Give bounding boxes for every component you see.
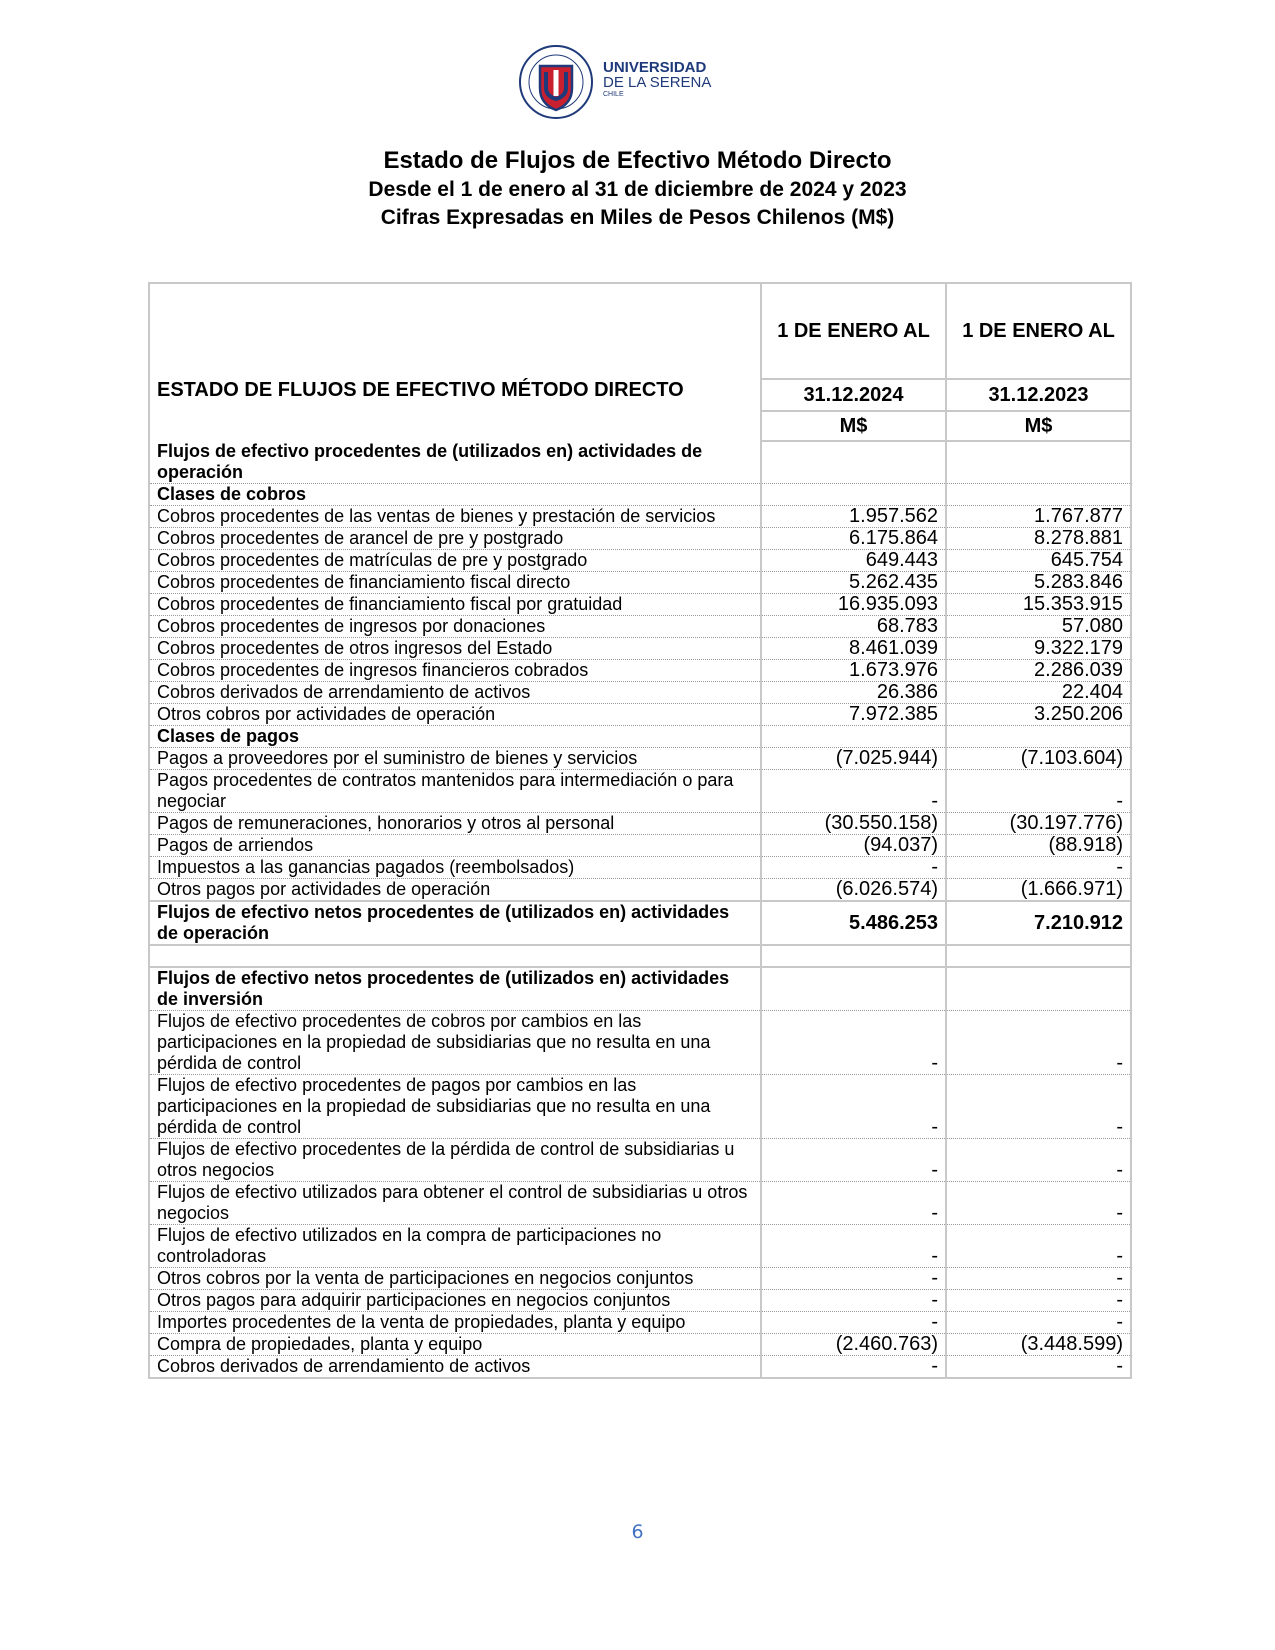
- university-logo: [518, 44, 718, 122]
- row-label: Otros pagos por actividades de operación: [149, 879, 761, 902]
- table-row: [149, 528, 1131, 550]
- value-2023: -: [946, 1182, 1131, 1225]
- value-2023: (30.197.776): [946, 813, 1131, 835]
- value-2023: [946, 726, 1131, 748]
- table-row: [149, 506, 1131, 528]
- col-2024-date: 31.12.2024: [761, 379, 946, 411]
- table-row: [149, 879, 1131, 902]
- value-2023: 645.754: [946, 550, 1131, 572]
- row-label: Cobros procedentes de financiamiento fiscal por gratuidad: [149, 594, 761, 616]
- row-label: Cobros procedentes de ingresos por donaciones: [149, 616, 761, 638]
- row-label: Flujos de efectivo netos procedentes de (utilizados en) actividades de inversión: [149, 967, 761, 1011]
- value-2023: 9.322.179: [946, 638, 1131, 660]
- table-header-row: [149, 283, 1131, 379]
- table-row: [149, 1334, 1131, 1356]
- value-2023: -: [946, 1075, 1131, 1139]
- value-2024: (2.460.763): [761, 1334, 946, 1356]
- table-row: [149, 726, 1131, 748]
- table-row: [149, 1290, 1131, 1312]
- value-2023: -: [946, 1268, 1131, 1290]
- row-label: Otros pagos para adquirir participaciones en negocios conjuntos: [149, 1290, 761, 1312]
- value-2024: 5.486.253: [761, 901, 946, 945]
- value-2024: -: [761, 1290, 946, 1312]
- value-2023: 5.283.846: [946, 572, 1131, 594]
- row-label: Cobros procedentes de matrículas de pre y postgrado: [149, 550, 761, 572]
- row-label: [149, 945, 761, 967]
- document-title: Estado de Flujos de Efectivo Método Directo: [383, 147, 892, 174]
- value-2024: -: [761, 1139, 946, 1182]
- row-label: Cobros procedentes de financiamiento fiscal directo: [149, 572, 761, 594]
- col-2024-unit: M$: [761, 411, 946, 441]
- col-2023-unit: M$: [946, 411, 1131, 441]
- table-row: [149, 572, 1131, 594]
- row-label: Pagos procedentes de contratos mantenidos para intermediación o para negociar: [149, 770, 761, 813]
- value-2023: (1.666.971): [946, 879, 1131, 902]
- value-2024: -: [761, 857, 946, 879]
- value-2024: [761, 967, 946, 1011]
- row-label: Flujos de efectivo procedentes de cobros por cambios en las participaciones en la propiedad de subsidiarias que no resulta en una pérdida de control: [149, 1011, 761, 1075]
- value-2023: (7.103.604): [946, 748, 1131, 770]
- value-2024: -: [761, 1312, 946, 1334]
- row-label: Flujos de efectivo netos procedentes de (utilizados en) actividades de operación: [149, 901, 761, 945]
- value-2024: 5.262.435: [761, 572, 946, 594]
- table-row: [149, 704, 1131, 726]
- value-2024: 16.935.093: [761, 594, 946, 616]
- table-row: [149, 1182, 1131, 1225]
- value-2023: 1.767.877: [946, 506, 1131, 528]
- value-2024: 6.175.864: [761, 528, 946, 550]
- value-2023: -: [946, 1225, 1131, 1268]
- value-2023: [946, 967, 1131, 1011]
- table-row: [149, 967, 1131, 1011]
- value-2024: (30.550.158): [761, 813, 946, 835]
- value-2023: 2.286.039: [946, 660, 1131, 682]
- document-units: Cifras Expresadas en Miles de Pesos Chilenos (M$): [380, 206, 895, 229]
- spacer-row: [149, 945, 1131, 967]
- value-2023: 15.353.915: [946, 594, 1131, 616]
- value-2024: 1.673.976: [761, 660, 946, 682]
- row-label: Cobros procedentes de ingresos financieros cobrados: [149, 660, 761, 682]
- value-2024: 1.957.562: [761, 506, 946, 528]
- document-period: Desde el 1 de enero al 31 de diciembre de 2024 y 2023: [368, 178, 907, 201]
- row-label: Clases de pagos: [149, 726, 761, 748]
- value-2024: 649.443: [761, 550, 946, 572]
- row-label: Compra de propiedades, planta y equipo: [149, 1334, 761, 1356]
- table-row: [149, 748, 1131, 770]
- table-row: [149, 770, 1131, 813]
- col-2024-heading: 1 DE ENERO AL: [761, 283, 946, 379]
- value-2024: -: [761, 1225, 946, 1268]
- row-label: Impuestos a las ganancias pagados (reembolsados): [149, 857, 761, 879]
- row-label: Flujos de efectivo procedentes de la pérdida de control de subsidiarias u otros negocios: [149, 1139, 761, 1182]
- value-2023: -: [946, 1356, 1131, 1379]
- row-label: Flujos de efectivo utilizados para obtener el control de subsidiarias u otros negocios: [149, 1182, 761, 1225]
- value-2024: -: [761, 1356, 946, 1379]
- table-row: [149, 616, 1131, 638]
- value-2023: [946, 484, 1131, 506]
- value-2023: (88.918): [946, 835, 1131, 857]
- row-label: Flujos de efectivo procedentes de (utilizados en) actividades de operación: [149, 441, 761, 484]
- value-2023: -: [946, 770, 1131, 813]
- value-2024: -: [761, 1268, 946, 1290]
- value-2024: -: [761, 1075, 946, 1139]
- value-2023: [946, 441, 1131, 484]
- row-label: Flujos de efectivo utilizados en la compra de participaciones no controladoras: [149, 1225, 761, 1268]
- value-2023: -: [946, 857, 1131, 879]
- logo-line-1: UNIVERSIDAD: [603, 59, 707, 76]
- value-2024: (6.026.574): [761, 879, 946, 902]
- table-row: [149, 835, 1131, 857]
- table-row: [149, 484, 1131, 506]
- value-2024: -: [761, 770, 946, 813]
- value-2024: 7.972.385: [761, 704, 946, 726]
- value-2024: -: [761, 1182, 946, 1225]
- value-2024: [761, 726, 946, 748]
- university-seal-icon: [518, 44, 594, 120]
- row-label: Otros cobros por actividades de operación: [149, 704, 761, 726]
- table-row: [149, 594, 1131, 616]
- value-2024: [761, 441, 946, 484]
- row-label: Cobros procedentes de arancel de pre y postgrado: [149, 528, 761, 550]
- value-2024: -: [761, 1011, 946, 1075]
- row-label: Pagos de arriendos: [149, 835, 761, 857]
- table-row: [149, 1075, 1131, 1139]
- document-titles: [0, 146, 1275, 232]
- value-2023: 22.404: [946, 682, 1131, 704]
- table-row: [149, 638, 1131, 660]
- cash-flow-table: [148, 282, 1132, 1379]
- logo-line-3: CHILE: [603, 91, 624, 98]
- value-2024: 26.386: [761, 682, 946, 704]
- row-label: Cobros procedentes de otros ingresos del Estado: [149, 638, 761, 660]
- table-row: [149, 1011, 1131, 1075]
- value-2023: 7.210.912: [946, 901, 1131, 945]
- total-row: [149, 901, 1131, 945]
- table-row: [149, 1268, 1131, 1290]
- value-2023: -: [946, 1139, 1131, 1182]
- value-2023: 57.080: [946, 616, 1131, 638]
- row-label: Importes procedentes de la venta de propiedades, planta y equipo: [149, 1312, 761, 1334]
- row-label: Clases de cobros: [149, 484, 761, 506]
- logo-line-2: DE LA SERENA: [603, 74, 712, 91]
- row-label: Flujos de efectivo procedentes de pagos por cambios en las participaciones en la propiedad de subsidiarias que no resulta en una pérdida de control: [149, 1075, 761, 1139]
- value-2023: -: [946, 1290, 1131, 1312]
- value-2023: (3.448.599): [946, 1334, 1131, 1356]
- value-2024: 8.461.039: [761, 638, 946, 660]
- row-label: Pagos de remuneraciones, honorarios y otros al personal: [149, 813, 761, 835]
- value-2024: [761, 945, 946, 967]
- table-row: [149, 1225, 1131, 1268]
- table-row: [149, 550, 1131, 572]
- row-label: Pagos a proveedores por el suministro de bienes y servicios: [149, 748, 761, 770]
- table-row: [149, 857, 1131, 879]
- value-2023: [946, 945, 1131, 967]
- row-label: Cobros procedentes de las ventas de bienes y prestación de servicios: [149, 506, 761, 528]
- table-row: [149, 1312, 1131, 1334]
- row-label: Otros cobros por la venta de participaciones en negocios conjuntos: [149, 1268, 761, 1290]
- col-2023-heading: 1 DE ENERO AL: [946, 283, 1131, 379]
- value-2024: [761, 484, 946, 506]
- row-label: Cobros derivados de arrendamiento de activos: [149, 1356, 761, 1379]
- table-row: [149, 1356, 1131, 1379]
- value-2024: (7.025.944): [761, 748, 946, 770]
- page-number: 6: [631, 1521, 644, 1543]
- row-label: Cobros derivados de arrendamiento de activos: [149, 682, 761, 704]
- col-2023-date: 31.12.2023: [946, 379, 1131, 411]
- value-2023: 8.278.881: [946, 528, 1131, 550]
- value-2024: (94.037): [761, 835, 946, 857]
- table-row: [149, 660, 1131, 682]
- university-name: [603, 60, 711, 99]
- value-2023: -: [946, 1011, 1131, 1075]
- value-2023: -: [946, 1312, 1131, 1334]
- table-header-label: ESTADO DE FLUJOS DE EFECTIVO MÉTODO DIRECTO: [149, 283, 761, 441]
- value-2024: 68.783: [761, 616, 946, 638]
- table-row: [149, 813, 1131, 835]
- table-row: [149, 682, 1131, 704]
- table-row: [149, 441, 1131, 484]
- table-row: [149, 1139, 1131, 1182]
- value-2023: 3.250.206: [946, 704, 1131, 726]
